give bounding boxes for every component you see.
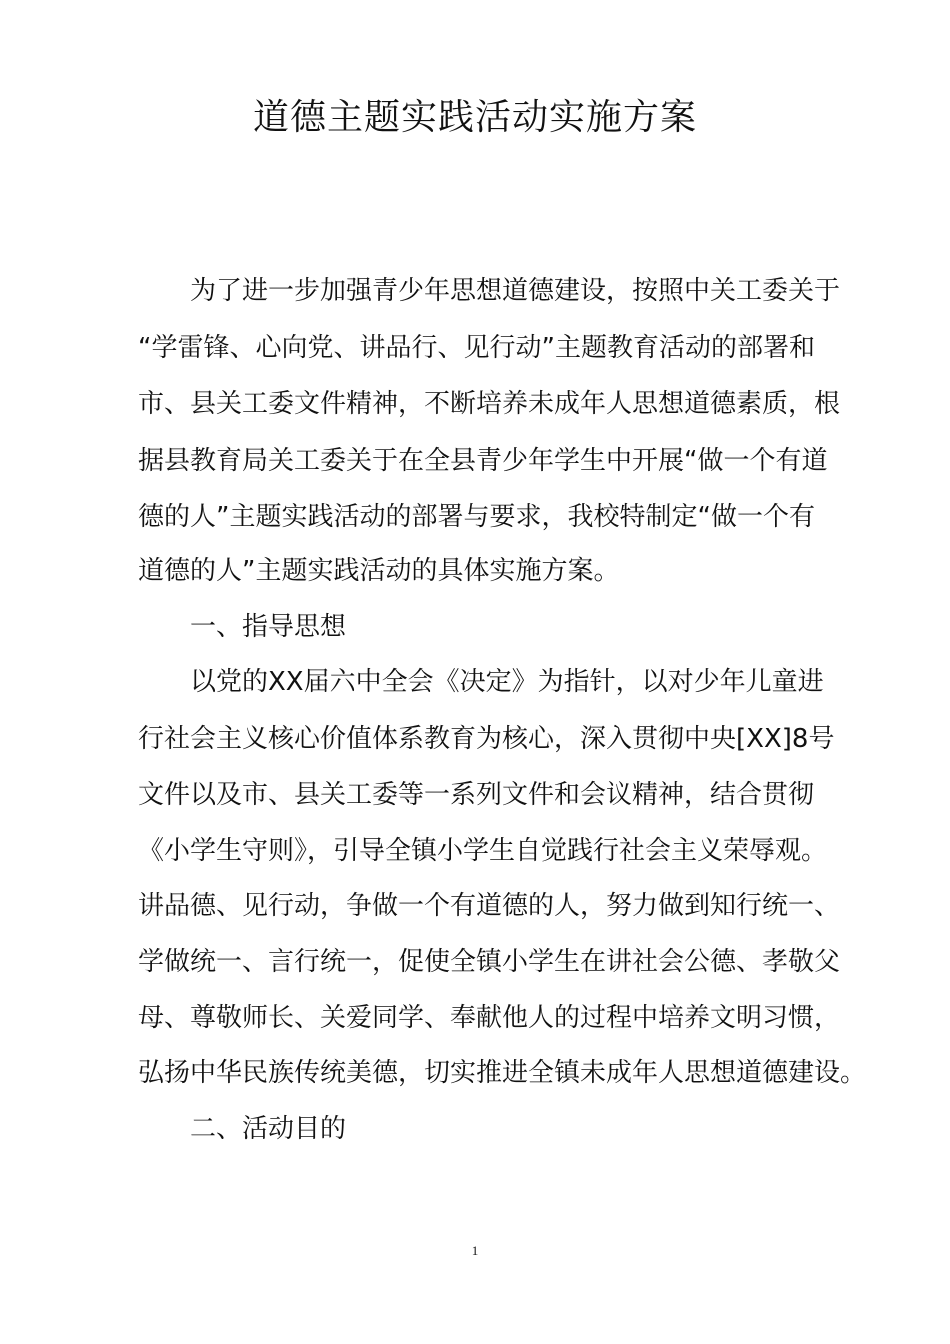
section-heading-guiding-ideology: 一、指导思想 (190, 612, 347, 642)
paragraph-2-line-1: 以党的XX届六中全会《决定》为指针，以对少年儿童进 (190, 667, 824, 697)
paragraph-1-line-1: 为了进一步加强青少年思想道德建设，按照中关工委关于 (190, 276, 841, 306)
paragraph-2-line-4: 《小学生守则》，引导全镇小学生自觉践行社会主义荣辱观。 (138, 836, 828, 866)
page-number: 1 (471, 1243, 479, 1258)
paragraph-2-line-7: 母、尊敬师长、关爱同学、奉献他人的过程中培养文明习惯， (138, 1003, 841, 1033)
paragraph-1-line-2: “学雷锋、心向党、讲品行、见行动”主题教育活动的部署和 (138, 333, 815, 363)
paragraph-2-line-2: 行社会主义核心价值体系教育为核心，深入贯彻中央[XX]8号 (138, 724, 835, 754)
section-heading-activity-purpose: 二、活动目的 (190, 1114, 347, 1144)
paragraph-2-line-6: 学做统一、言行统一，促使全镇小学生在讲社会公德、孝敬父 (138, 947, 841, 977)
paragraph-2-line-5: 讲品德、见行动，争做一个有道德的人，努力做到知行统一、 (138, 891, 841, 921)
document-title: 道德主题实践活动实施方案 (252, 97, 697, 138)
paragraph-1-line-3: 市、县关工委文件精神，不断培养未成年人思想道德素质，根 (138, 389, 841, 419)
paragraph-1-line-5: 德的人”主题实践活动的部署与要求，我校特制定“做一个有 (138, 502, 815, 532)
paragraph-1-line-4: 据县教育局关工委关于在全县青少年学生中开展“做一个有道 (138, 446, 828, 476)
paragraph-1-line-6: 道德的人”主题实践活动的具体实施方案。 (138, 556, 620, 586)
paragraph-2-line-8: 弘扬中华民族传统美德，切实推进全镇未成年人思想道德建设。 (138, 1058, 867, 1088)
paragraph-2-line-3: 文件以及市、县关工委等一系列文件和会议精神，结合贯彻 (138, 780, 815, 810)
